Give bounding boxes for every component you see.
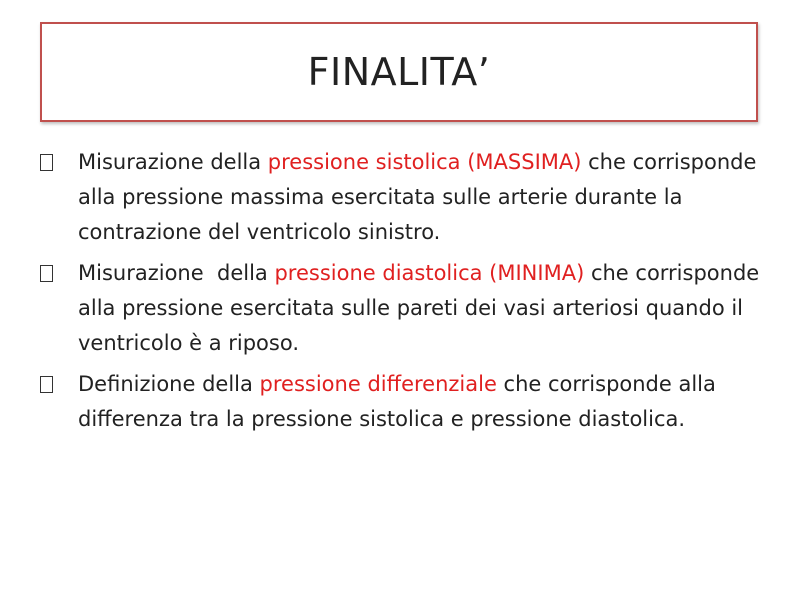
square-bullet-icon [40,265,53,282]
bullet-text-before: Misurazione della [78,150,268,174]
title-box [40,22,758,122]
bullet-item-diastolic [40,256,770,361]
bullet-highlight: pressione sistolica (MASSIMA) [267,150,582,174]
bullet-text-before: Misurazione della [78,261,275,285]
bullet-text-after: che corrisponde alla pressione massima esercitata sulle arterie durante la contrazione del ventricolo sinistro. [78,150,757,244]
bullet-text-before: Definizione della [78,372,260,396]
bullet-highlight: pressione differenziale [259,372,497,396]
square-bullet-icon [40,376,53,393]
bullet-text-after: che corrisponde alla differenza tra la pressione sistolica e pressione diastolica. [78,372,716,431]
bullet-text-after: che corrisponde alla pressione esercitata sulle pareti dei vasi arteriosi quando il ventricolo è a riposo. [78,261,760,355]
slide-title: FINALITA’ [307,50,491,94]
square-bullet-icon [40,154,53,171]
bullet-list [40,145,770,443]
bullet-item-systolic [40,145,770,250]
bullet-item-differential [40,367,770,437]
bullet-highlight: pressione diastolica (MINIMA) [274,261,585,285]
